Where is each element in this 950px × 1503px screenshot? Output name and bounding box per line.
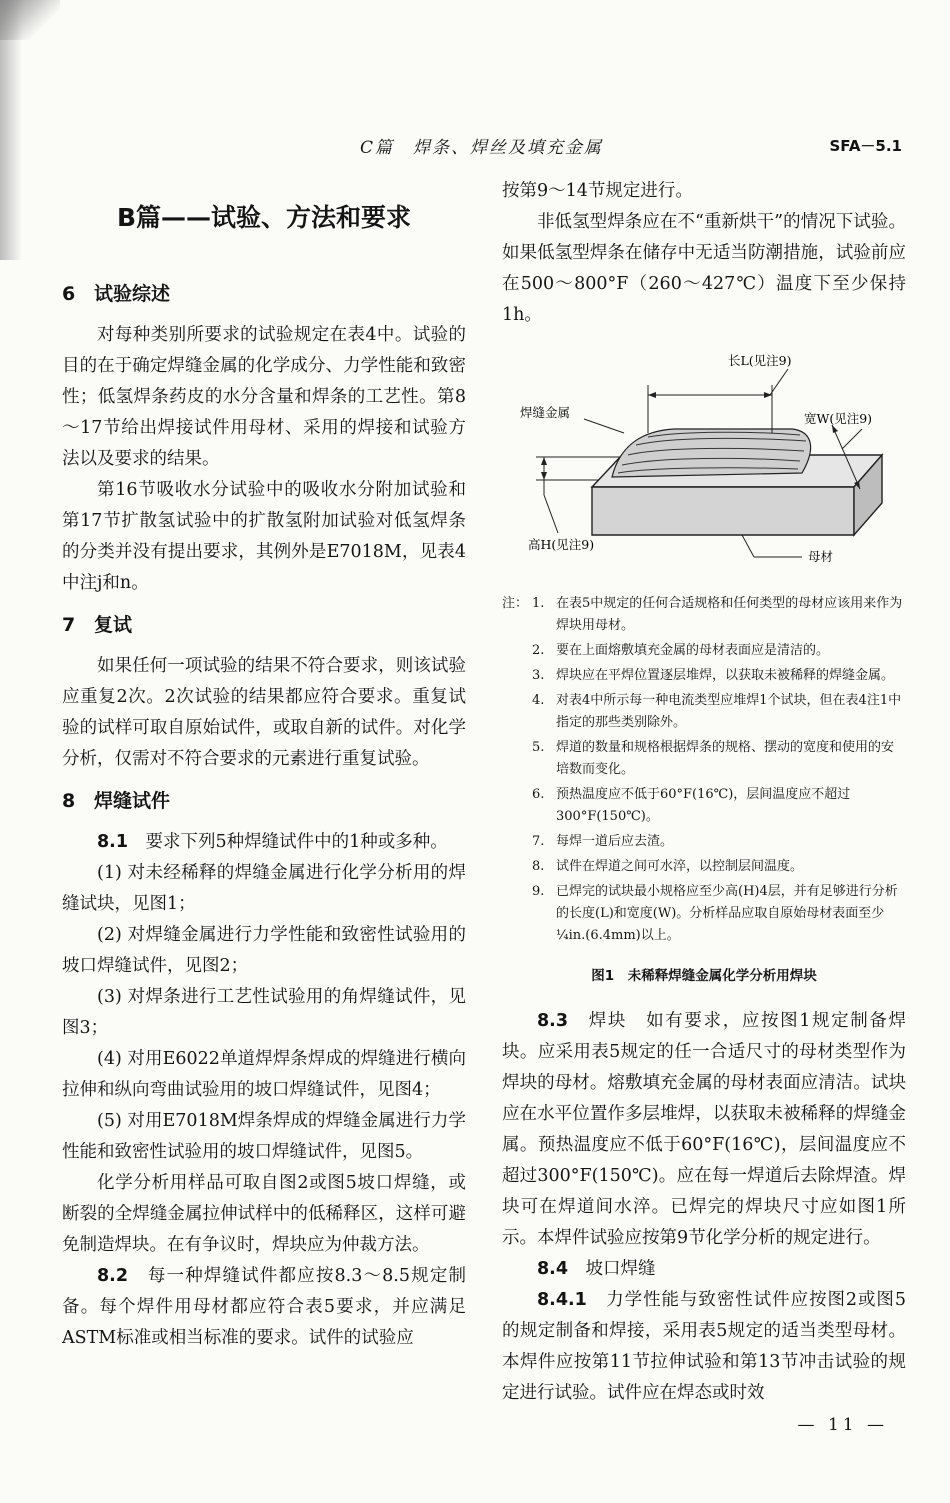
height-label: 高H(见注9) xyxy=(528,537,595,552)
subsection-8-1 xyxy=(62,827,466,858)
section-7-title: 复试 xyxy=(94,614,133,636)
subsection-8-3-number: 8.3 xyxy=(537,1011,569,1031)
subsection-8-2-number: 8.2 xyxy=(97,1266,129,1286)
subsection-8-4-number: 8.4 xyxy=(537,1259,569,1279)
section-8-number: 8 xyxy=(62,790,76,812)
note-number: 2. xyxy=(532,643,545,658)
specimen-list-item: (3) 对焊条进行工艺性试验用的角焊缝试件，见图3； xyxy=(62,987,466,1038)
subsection-8-1-text: 要求下列5种焊缝试件中的1种或多种。 xyxy=(145,832,448,852)
height-leader xyxy=(544,495,558,533)
part-title: B篇——试验、方法和要求 xyxy=(116,203,412,232)
subsection-8-4-1-number: 8.4.1 xyxy=(537,1290,587,1310)
note-text: 在表5中规定的任何合适规格和任何类型的母材应该用来作为焊块用母材。 xyxy=(556,596,903,633)
running-header xyxy=(0,133,950,159)
section-6-number: 6 xyxy=(62,283,76,305)
base-metal-label: 母材 xyxy=(808,549,834,564)
subsection-8-4 xyxy=(502,1254,906,1285)
note-item xyxy=(532,593,906,637)
note-number: 8. xyxy=(532,859,545,874)
note-text: 每焊一道后应去渣。 xyxy=(556,834,674,849)
chemical-sample-paragraph: 化学分析用样品可取自图2或图5坡口焊缝，或断裂的全焊缝金属拉伸试样中的低稀释区，这样可避免制造焊块。在有争议时，焊块应为仲裁方法。 xyxy=(62,1173,466,1255)
note-number: 4. xyxy=(532,693,545,708)
width-leader xyxy=(842,429,862,449)
note-number: 7. xyxy=(532,834,545,849)
note-number: 9. xyxy=(532,884,545,899)
weld-pad-drawing xyxy=(502,345,906,585)
figure-1-caption: 图1 未稀释焊缝金属化学分析用焊块 xyxy=(591,968,817,984)
subsection-8-4-text: 坡口焊缝 xyxy=(585,1259,656,1279)
note-item xyxy=(532,665,906,687)
length-leader xyxy=(770,369,788,395)
section-6-paragraph-2: 第16节吸收水分试验中的吸收水分附加试验和第17节扩散氢试验中的扩散氢附加试验对低氢焊条的分类并没有提出要求，其例外是E7018M，见表4中注j和n。 xyxy=(62,480,466,593)
header-center-title: C篇 焊条、焊丝及填充金属 xyxy=(360,138,604,158)
note-number: 3. xyxy=(532,668,545,683)
left-column xyxy=(62,176,466,1354)
notes-list xyxy=(532,593,906,947)
drying-paragraph: 非低氢型焊条应在不“重新烘干”的情况下试验。如果低氢型焊条在储存中无适当防潮措施，试验前应在500～800°F（260～427℃）温度下至少保持1h。 xyxy=(502,212,906,325)
section-7-paragraph: 如果任何一项试验的结果不符合要求，则该试验应重复2次。2次试验的结果都应符合要求。重复试验的试样可取自原始试件，或取自新的试件。对化学分析，仅需对不符合要求的元素进行重复试验。 xyxy=(62,656,466,769)
note-item xyxy=(532,737,906,781)
note-text: 焊块应在平焊位置逐层堆焊，以获取未被稀释的焊缝金属。 xyxy=(556,668,895,683)
section-6-title: 试验综述 xyxy=(94,283,171,305)
note-number: 6. xyxy=(532,787,545,802)
continued-paragraph: 按第9～14节规定进行。 xyxy=(502,181,693,201)
subsection-8-2 xyxy=(62,1261,466,1354)
weld-metal-leader xyxy=(584,419,624,433)
note-text: 对表4中所示每一种电流类型应堆焊1个试块，但在表4注1中指定的那些类别除外。 xyxy=(556,693,902,730)
section-7-number: 7 xyxy=(62,614,76,636)
note-text: 已焊完的试块最小规格应至少高(H)4层，并有足够进行分析的长度(L)和宽度(W)。分析样品应取自原始母材表面至少¼in.(6.4mm)以上。 xyxy=(556,884,898,943)
section-7-heading xyxy=(62,609,466,641)
figure-1-weld-pad-diagram xyxy=(502,345,906,585)
base-plate-front xyxy=(592,487,854,535)
subsection-8-4-1 xyxy=(502,1285,906,1409)
note-text: 焊道的数量和规格根据焊条的规格、摆动的宽度和使用的安培数而变化。 xyxy=(556,740,895,777)
note-text: 试件在焊道之间可水淬，以控制层间温度。 xyxy=(556,859,804,874)
scan-shadow-corner xyxy=(0,0,60,40)
note-item xyxy=(532,784,906,828)
notes-title: 注： xyxy=(502,596,529,611)
note-item xyxy=(532,831,906,853)
section-6-paragraph-1: 对每种类别所要求的试验规定在表4中。试验的目的在于确定焊缝金属的化学成分、力学性能和致密性；低氢焊条药皮的水分含量和焊条的工艺性。第8～17节给出焊接试件用母材、采用的焊接和试验方法以及要求的结果。 xyxy=(62,325,466,469)
subsection-8-1-number: 8.1 xyxy=(97,832,129,852)
length-label: 长L(见注9) xyxy=(728,353,792,368)
specimen-list-item: (5) 对用E7018M焊条焊成的焊缝金属进行力学性能和致密性试验用的坡口焊缝试件，见图5。 xyxy=(62,1111,466,1162)
page-number: — 11 — xyxy=(797,1415,888,1435)
base-metal-leader xyxy=(742,535,754,557)
note-item xyxy=(532,690,906,734)
subsection-8-4-1-text: 力学性能与致密性试件应按图2或图5的规定制备和焊接，采用表5规定的适当类型母材。本焊件应按第11节拉伸试验和第13节冲击试验的规定进行试验。试件应在焊态或时效 xyxy=(502,1290,906,1403)
section-6-heading xyxy=(62,278,466,310)
figure-notes xyxy=(502,593,906,947)
arrowhead xyxy=(832,425,838,433)
subsection-8-3 xyxy=(502,1006,906,1254)
note-item xyxy=(532,856,906,878)
note-item xyxy=(532,881,906,947)
arrowhead xyxy=(764,392,772,398)
width-label: 宽W(见注9) xyxy=(804,411,873,426)
right-column xyxy=(502,176,906,1409)
arrowhead xyxy=(541,457,547,465)
header-standard-code: SFA－5.1 xyxy=(829,137,902,155)
arrowhead xyxy=(648,392,656,398)
subsection-8-3-text: 焊块 如有要求，应按图1规定制备焊块。应采用表5规定的任一合适尺寸的母材类型作为焊块的母材。熔敷填充金属的母材表面应清洁。试块应在水平位置作多层堆焊，以获取未被稀释的焊缝金属。预热温度应不低于60°F(16℃)，层间温度应不超过300°F(150℃)。应在每一焊道后去除焊渣。焊块可在焊道间水淬。已焊完的焊块尺寸应如图1所示。本焊件试验应按第9节化学分析的规定进行。 xyxy=(502,1011,906,1248)
weld-metal-label: 焊缝金属 xyxy=(520,405,571,420)
note-item xyxy=(532,640,906,662)
note-text: 预热温度应不低于60°F(16℃)，层间温度应不超过300°F(150℃)。 xyxy=(556,787,851,824)
note-number: 5. xyxy=(532,740,545,755)
section-8-title: 焊缝试件 xyxy=(94,790,171,812)
specimen-list-item: (1) 对未经稀释的焊缝金属进行化学分析用的焊缝试块，见图1； xyxy=(62,863,466,914)
section-8-heading xyxy=(62,785,466,817)
subsection-8-2-text: 每一种焊缝试件都应按8.3～8.5规定制备。每个焊件用母材都应符合表5要求，并应满足ASTM标准或相当标准的要求。试件的试验应 xyxy=(62,1266,467,1348)
note-text: 要在上面熔敷填充金属的母材表面应是清洁的。 xyxy=(556,643,830,658)
note-number: 1. xyxy=(532,596,545,611)
specimen-list-item: (2) 对焊缝金属进行力学性能和致密性试验用的坡口焊缝试件，见图2； xyxy=(62,925,466,976)
arrowhead xyxy=(541,472,547,480)
specimen-list-item: (4) 对用E6022单道焊焊条焊成的焊缝进行横向拉伸和纵向弯曲试验用的坡口焊缝试件，见图4； xyxy=(62,1049,466,1100)
